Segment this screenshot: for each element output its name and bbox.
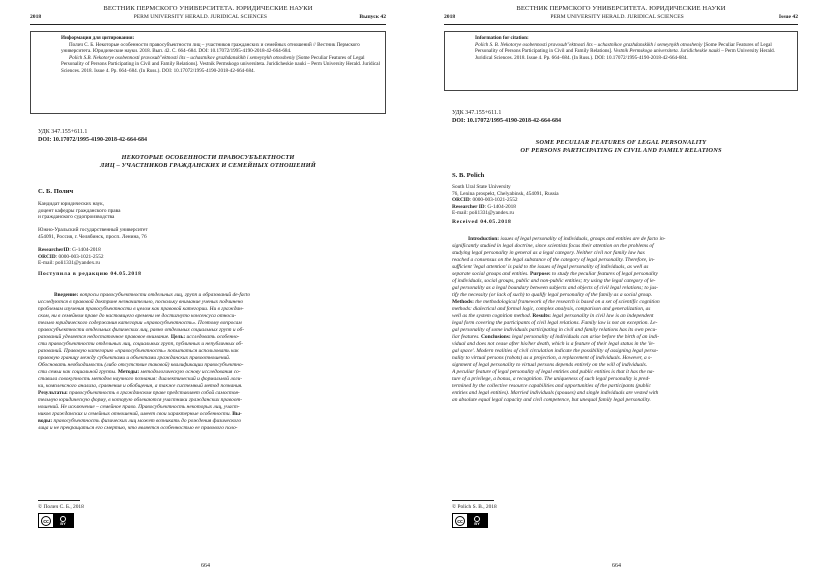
abstract-line: tify the necessity (or lack of such) to qualify legal personality of the family as a social group. — [452, 292, 653, 299]
author-name: С. Б. Полич — [38, 188, 74, 195]
abstract-line: gal personality as a legal boundary between subjects and objects of civil legal relations; to jus- — [452, 285, 658, 292]
orcid-label: ORCID — [452, 197, 470, 203]
abstract-line: Обосновать необходимость (либо отсутствие таковой) квалификации правосубъектно- — [38, 362, 244, 369]
by-icon: BY — [53, 514, 73, 527]
abstract-line: ture of a privilege, a bonus, a recognition. The uniqueness of such legal personality is pred- — [452, 376, 650, 383]
received-date: Received 04.05.2018 — [452, 219, 512, 225]
header-rule — [444, 24, 798, 25]
org-line: Южно-Уральский государственный университет — [38, 227, 148, 233]
abstract-line: legal form covering the participants of civil legal relations. Family law is not an exception. Le- — [452, 320, 658, 327]
page-number: 664 — [201, 563, 210, 569]
orcid-value: : 0000-003-1021-2552 — [469, 197, 518, 203]
orcid-value: : 0000-003-1021-2552 — [55, 253, 104, 260]
udc-code: УДК 347.155+611.1 — [38, 129, 88, 135]
journal-header-line — [444, 14, 798, 20]
page-number: 664 — [612, 563, 621, 569]
abstract-line: nality to virtual persons (robots) as a projection, a replacement of individuals. However, a s- — [452, 355, 652, 362]
abstract-line: проблемам изучения правосубъектности в целом как правовой категории. Ни в граждан- — [38, 306, 244, 313]
citation-title: Information for citation: — [475, 35, 529, 41]
copyright: © Polich S. B., 2018 — [452, 504, 497, 510]
citation-title: Информация для цитирования: — [61, 35, 135, 41]
abstract-line: ставила совокупность методов научного познания: диалектический и формальной логи- — [38, 376, 243, 383]
header-year: 2018 — [30, 14, 42, 20]
abstract-line: liar features. Conclusions: legal personality of individuals can arise before the birth of an indi- — [452, 334, 659, 341]
journal-header-title: ВЕСТНИК ПЕРМСКОГО УНИВЕРСИТЕТА. ЮРИДИЧЕСКИЕ НАУКИ — [103, 5, 313, 12]
abstract — [38, 292, 386, 432]
citation-en — [61, 55, 381, 75]
right-page — [412, 0, 820, 580]
citation-en-rest: [Some Peculiar Features of Legal Personality of Persons Participating in Civil and Family Relations]. Vestnik Permskogo universiteta. Juridicheskie nauki – Perm University Herald. Juridical Sciences. 2018. Issue 4. Pp. 664–684. (In Russ.). DOI: 10.17072/1995-4190-2018-42-664-684. — [61, 54, 380, 74]
doi-link[interactable]: DOI: 10.17072/1995-4190-2018-42-664-684 — [38, 137, 147, 143]
header-issue: Выпуск 42 — [359, 14, 386, 20]
researcher-id-label: Researcher ID — [452, 203, 485, 210]
citation-italic: Polich S. B. Nekotorye osobennosti pravosub"ektnosti lits – uchastnikov grazhdanskikh i semeynykh otnosheniy — [475, 41, 703, 48]
citation-ru: Полич С. Б. Некоторые особенности правосубъектности лиц – участников гражданских и семейных отношений // Вестник Пермского университета. Юридические науки. 2018. Вып. 42. C. 664–684. DOI: 10.17072/1995-4190-2018-42-664-684. — [61, 41, 360, 55]
researcher-id-label: ResearcherID — [38, 247, 70, 253]
citation-rest-1: [Some Peculiar Features of Legal Personality of Persons Participating in Civil and Family Relations]. — [475, 41, 772, 55]
abstract-line: ношений. Не исключение – семейное право. Правосубъектность некоторых лиц, участ- — [38, 404, 240, 411]
abstract-line: тельную юридическую форму, в которую облекаются участники гражданских правоот- — [38, 397, 243, 404]
abstract-line: ников гражданских и семейных отношений, имеет свои характерные особенности. Вы- — [38, 411, 242, 418]
footnote-rule — [452, 500, 494, 501]
article-title — [444, 139, 798, 155]
abstract-line: Введение: вопросы правосубъектности отдельных лиц, групп и образований de-facto — [54, 292, 251, 298]
abstract-line: воды: правосубъектность физических лиц может возникать до рождения физического — [38, 418, 242, 425]
abstract-line: separate social groups and entities. Purpose: to study the peculiar features of legal personality — [452, 271, 658, 278]
article-title-line-2: ЛИЦ – УЧАСТНИКОВ ГРАЖДАНСКИХ И СЕМЕЙНЫХ ОТНОШЕНИЙ — [100, 162, 316, 170]
abstract-line: тельно юридического содержания категории «правосубъектность». Поэтому вопросам — [38, 320, 242, 327]
header-issue: Issue 42 — [778, 14, 798, 20]
header-journal-en: PERM UNIVERSITY HERALD. JURIDICAL SCIENCES — [550, 14, 684, 20]
abstract-line: well as the system cognition method. Results: legal personality in civil law is an independent — [452, 313, 654, 320]
abstract-line: правосубъектности отдельных физических лиц, равно отдельных социальных групп и об- — [38, 327, 245, 334]
author-degree — [38, 201, 120, 221]
abstract-line: studying legal personality in general as a legal category. Neither civil nor family law has — [452, 250, 645, 257]
abstract-line: entities and legal entities). Married individuals (spouses) and single individuals are vested with — [452, 390, 659, 397]
author-organization — [452, 184, 559, 217]
article-title-line-1: НЕКОТОРЫЕ ОСОБЕННОСТИ ПРАВОСУБЪЕКТНОСТИ — [121, 154, 295, 161]
abstract-line: разований. Правовую категорию «правосубъектность» попытаться использовать как — [38, 348, 239, 355]
cc-by-license-badge[interactable] — [38, 513, 74, 528]
citation-en — [475, 42, 793, 62]
article-title — [30, 154, 386, 170]
footnote-rule — [38, 500, 80, 501]
left-page — [0, 0, 408, 580]
abstract-line: Introduction: issues of legal personality of individuals, groups and entities are de facto in- — [468, 236, 666, 242]
udc-code: УДК 347.155+611.1 — [452, 110, 502, 116]
abstract-line: an absolute equal legal capacity and civil competence, but unequal family legal personality. — [452, 397, 651, 404]
abstract-line: significantly studied in legal doctrine, since scientists focus their attention on the problems of — [452, 243, 654, 250]
aff-line: доцент кафедры гражданского права — [38, 207, 121, 214]
abstract-line: A peculiar feature of legal personality of legal entities and public entities is that it has the na- — [452, 369, 655, 376]
doi-link[interactable]: DOI: 10.17072/1995-4190-2018-42-664-684 — [452, 118, 561, 124]
researcher-id-value: : G-1404-2018 — [484, 203, 516, 210]
author-name: S. B. Polich — [452, 172, 485, 179]
copyright: © Полич С. Б., 2018 — [38, 504, 84, 510]
abstract-line: правовую границу между субъектами и объектами гражданских правоотношений. — [38, 355, 231, 362]
author-ids — [38, 247, 104, 267]
abstract-line: исследуются в правовой доктрине незначительно, поскольку внимание ученых подчинено — [38, 299, 244, 306]
abstract-line: reached a consensus on the legal substance of the category of legal personality. Therefore, in- — [452, 257, 655, 264]
abstract-line: signment of legal personality to virtual persons depends entirely on the will of individuals. — [452, 362, 648, 369]
aff-line: South Ural State University — [452, 184, 511, 190]
cc-by-license-badge[interactable] — [452, 513, 488, 528]
abstract-line: methods: dialectical and formal logic, complex analysis, comparison and generalization, as — [452, 306, 651, 313]
email-link[interactable]: E-mail: poli1331@yandex.ru — [38, 260, 100, 266]
aff-line: 76, Lenina prospekt, Chelyabinsk, 454091, Russia — [452, 190, 559, 197]
article-title-line-2: OF PERSONS PARTICIPATING IN CIVIL AND FAMILY RELATIONS — [520, 147, 722, 155]
article-title-line-1: SOME PECULIAR FEATURES OF LEGAL PERSONALITY — [535, 139, 707, 146]
abstract-line: сти семьи как социальной группы. Методы: методологическую основу исследования со- — [38, 369, 241, 376]
citation-box — [30, 31, 386, 114]
by-icon: BY — [467, 514, 487, 527]
orcid-label: ORCID — [38, 253, 56, 260]
abstract-line: vidual and does not cease after his/her death, which is a feature of their legal status in the 'le- — [452, 341, 655, 348]
header-year: 2018 — [444, 14, 456, 20]
abstract — [452, 236, 800, 404]
abstract-line: gal personality of some individuals participating in civil and family relations has its own pecu- — [452, 327, 657, 334]
citation-journal: Vestnik Permskogo universiteta. Juridicheskie nauki — [613, 48, 720, 55]
citation-rest-2: – Perm University Herald. Juridical Sciences. 2018. Issue 4. Pp. 664–684. (In Russ.). DOI: 10.17072/1995-4190-2018-42-664-684. — [475, 48, 775, 61]
received-date: Поступила в редакцию 04.05.2018 — [38, 271, 142, 277]
abstract-line: Methods: the methodological framework of the research is based on a set of scientific cognition — [452, 299, 660, 306]
author-organization — [38, 227, 148, 240]
journal-header-line — [30, 14, 386, 20]
abstract-line: Результаты: правосубъектность в гражданском праве представляет собой самостоя- — [38, 390, 240, 397]
abstract-line: sufficient 'legal attention' is paid to the issues of legal personality of individuals, as well as — [452, 264, 649, 271]
header-rule — [30, 24, 386, 25]
citation-box — [444, 31, 798, 91]
email-link[interactable]: E-mail: poli1331@yandex.ru — [452, 210, 514, 216]
cc-icon: cc — [453, 514, 467, 527]
header-journal-en: PERM UNIVERSITY HERALD. JURIDICAL SCIENCES — [133, 14, 267, 20]
aff-line: и гражданского судопроизводства — [38, 214, 115, 220]
researcher-id-value: : G-1404-2018 — [69, 247, 101, 253]
citation-en-italic: Polich S.B. Nekotorye osobennosti pravosub"ektnosti lits – uchastnikov grazhdanskikh i semeynykh otnosheniy — [69, 54, 296, 61]
abstract-line: gal space'. Modern realities of civil circulation indicate the possibility of assigning legal perso- — [452, 348, 659, 355]
abstract-line: разований уделяется недостаточное правовое внимание. Цель: исследовать особенно- — [38, 334, 240, 341]
abstract-line: ки, комплексного анализа, сравнения и обобщения, а также системный метод познания. — [38, 383, 243, 390]
aff-line: Кандидат юридических наук, — [38, 201, 105, 207]
org-line: 454091, Россия, г. Челябинск, просп. Ленина, 76 — [38, 233, 147, 240]
abstract-line: ском, ни в семейном праве до настоящего времени не достигнуто консенсуса относи- — [38, 313, 236, 320]
journal-header-title: ВЕСТНИК ПЕРМСКОГО УНИВЕРСИТЕТА. ЮРИДИЧЕСКИЕ НАУКИ — [516, 5, 726, 12]
abstract-line: сти правосубъектности отдельных лиц, социальных групп, публичных и непубличных об- — [38, 341, 243, 348]
abstract-line: of individuals, social groups, public and non-public entities; try using the legal category of le- — [452, 278, 656, 285]
cc-icon: cc — [39, 514, 53, 527]
abstract-line: лица и не прекращаться его смертью, что является особенностью ее правового поло- — [38, 425, 238, 432]
abstract-line: termined by the collective resource capabilities and opportunities of the participants (public — [452, 383, 651, 390]
